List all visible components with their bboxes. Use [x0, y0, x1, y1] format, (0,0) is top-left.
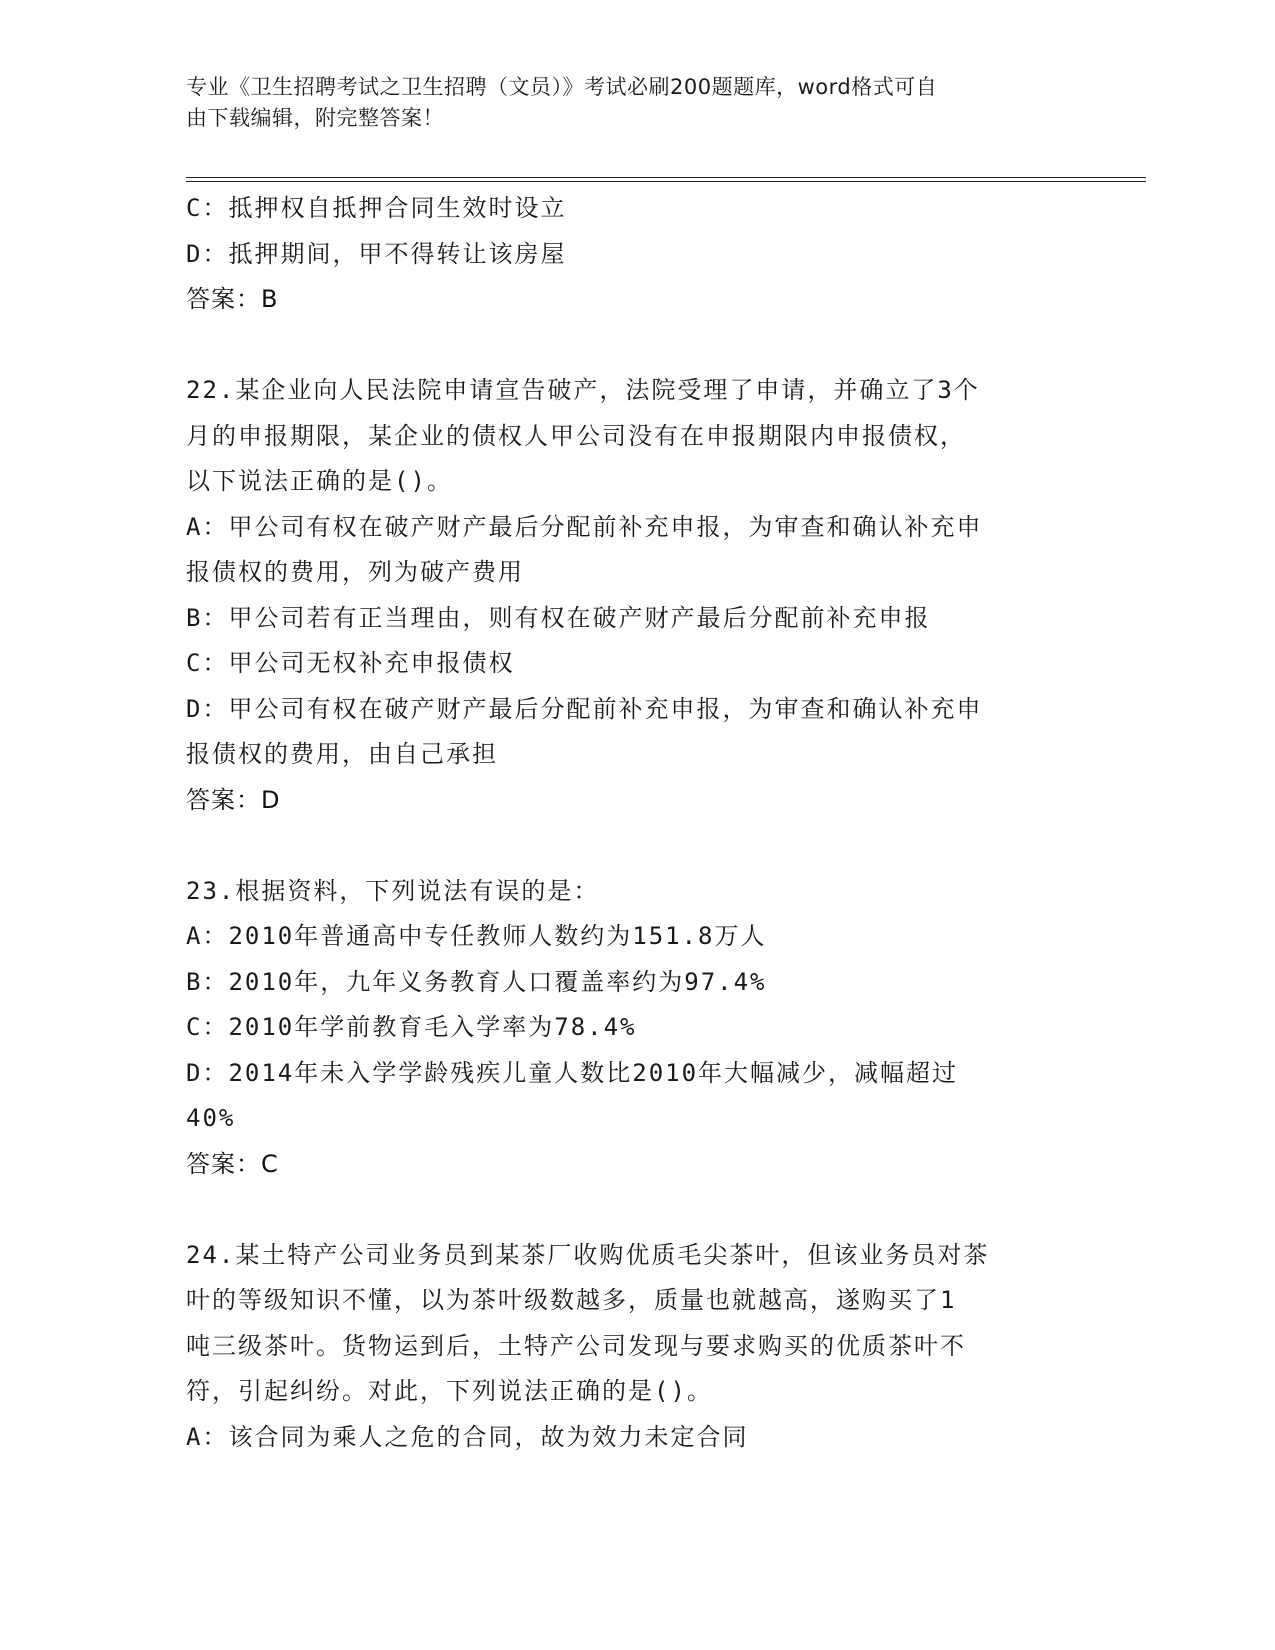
spacer: [186, 323, 1086, 369]
option-a: A：该合同为乘人之危的合同，故为效力未定合同: [186, 1422, 749, 1451]
question-stem-line: 符，引起纠纷。对此，下列说法正确的是()。: [186, 1377, 713, 1405]
answer-line: 答案：C: [186, 1149, 279, 1178]
question-22: [186, 368, 1086, 823]
question-23: [186, 869, 1086, 1188]
question-stem-line: 叶的等级知识不懂，以为茶叶级数越多，质量也就越高，遂购买了1: [186, 1286, 957, 1314]
option-a-continued: 报债权的费用，列为破产费用: [186, 558, 524, 586]
header-line-1: 专业《卫生招聘考试之卫生招聘（文员）》考试必刷200题题库，word格式可自: [186, 75, 938, 99]
question-24: [186, 1233, 1086, 1461]
option-b: B：甲公司若有正当理由，则有权在破产财产最后分配前补充申报: [186, 603, 931, 632]
option-c: C：甲公司无权补充申报债权: [186, 649, 515, 677]
question-stem-line: 吨三级茶叶。货物运到后，土特产公司发现与要求购买的优质茶叶不: [186, 1331, 966, 1360]
question-stem: 23.根据资料，下列说法有误的是：: [186, 876, 600, 905]
option-d-continued: 报债权的费用，由自己承担: [186, 740, 498, 768]
option-a: A：2010年普通高中专任教师人数约为151.8万人: [186, 922, 767, 950]
header-divider-top: [186, 177, 1146, 178]
document-body: [186, 186, 1086, 1460]
header-divider-bottom: [186, 181, 1146, 182]
option-d: D：甲公司有权在破产财产最后分配前补充申报，为审查和确认补充申: [186, 694, 983, 723]
header-line-2: 由下载编辑，附完整答案！: [186, 106, 444, 130]
option-d: D：抵押期间，甲不得转让该房屋: [186, 239, 567, 268]
spacer: [186, 1187, 1086, 1233]
question-stem-line: 以下说法正确的是()。: [186, 467, 453, 495]
question-stem-line: 月的申报期限，某企业的债权人甲公司没有在申报期限内申报债权，: [186, 421, 966, 450]
option-d-continued: 40%: [186, 1104, 236, 1132]
document-header: [186, 72, 1066, 134]
option-c: C：2010年学前教育毛入学率为78.4%: [186, 1013, 637, 1041]
option-b: B：2010年，九年义务教育人口覆盖率约为97.4%: [186, 967, 767, 996]
option-a: A：甲公司有权在破产财产最后分配前补充申报，为审查和确认补充申: [186, 512, 983, 541]
prev-question: [186, 186, 1086, 323]
option-c: C：抵押权自抵押合同生效时设立: [186, 194, 567, 222]
question-stem-line: 22.某企业向人民法院申请宣告破产，法院受理了申请，并确立了3个: [186, 376, 980, 404]
answer-line: 答案：D: [186, 785, 281, 814]
question-stem-line: 24.某土特产公司业务员到某茶厂收购优质毛尖茶叶，但该业务员对茶: [186, 1240, 990, 1269]
spacer: [186, 823, 1086, 869]
option-d: D：2014年未入学学龄残疾儿童人数比2010年大幅减少，减幅超过: [186, 1058, 959, 1087]
answer-line: 答案：B: [186, 285, 279, 313]
